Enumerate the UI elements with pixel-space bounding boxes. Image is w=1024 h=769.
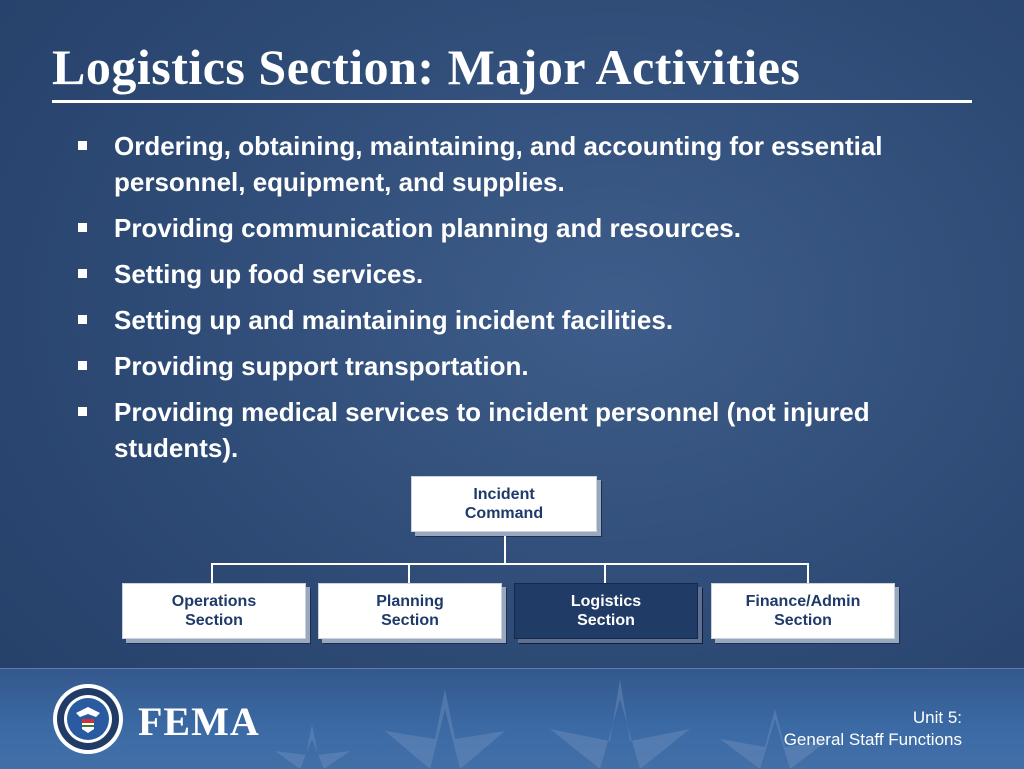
planning-section-box: [318, 583, 502, 639]
box-label-line1: Logistics: [570, 593, 642, 610]
incident-command-box: [411, 476, 597, 532]
box-label-line2: Command: [464, 505, 544, 522]
square-bullet-icon: [78, 315, 87, 324]
connector-drop: [408, 563, 410, 583]
square-bullet-icon: [78, 141, 87, 150]
operations-section-box: [122, 583, 306, 639]
bullet-text: Setting up and maintaining incident facilities.: [114, 305, 674, 335]
square-bullet-icon: [78, 361, 87, 370]
dhs-seal-icon: [52, 683, 124, 755]
connector-horizontal: [211, 563, 809, 565]
connector-drop: [211, 563, 213, 583]
box-label-line1: Incident: [473, 486, 535, 503]
bullet-item: [70, 256, 1000, 292]
finance-admin-section-box: [711, 583, 895, 639]
bullet-item: [70, 210, 1000, 246]
fema-logo-text: FEMA: [138, 699, 260, 744]
box-label-line2: Section: [774, 612, 832, 629]
bullet-text: Providing support transportation.: [114, 351, 529, 381]
bullet-item: [70, 302, 1000, 338]
square-bullet-icon: [78, 223, 87, 232]
box-label-line1: Planning: [376, 593, 444, 610]
connector-vertical: [504, 536, 506, 564]
box-label-line2: Section: [185, 612, 243, 629]
footer-bar: [0, 668, 1024, 769]
bullet-text: Ordering, obtaining, maintaining, and accounting for essential personnel, equipment, and supplies.: [114, 131, 883, 197]
unit-title: General Staff Functions: [783, 730, 962, 749]
title-underline: [52, 100, 972, 103]
slide-title: Logistics Section: Major Activities: [52, 39, 801, 95]
box-label-line2: Section: [381, 612, 439, 629]
box-label-line1: Operations: [171, 593, 257, 610]
bullet-item: [70, 348, 1000, 384]
bullet-text: Setting up food services.: [114, 259, 424, 289]
box-label-line1: Finance/Admin: [745, 593, 861, 610]
unit-number: Unit 5:: [912, 708, 962, 727]
logistics-section-box: [514, 583, 698, 639]
square-bullet-icon: [78, 407, 87, 416]
square-bullet-icon: [78, 269, 87, 278]
bullet-item: [70, 128, 1000, 200]
unit-label: [784, 707, 962, 751]
bullet-text: Providing medical services to incident personnel (not injured students).: [114, 397, 870, 463]
connector-drop: [807, 563, 809, 583]
connector-drop: [604, 563, 606, 583]
box-label-line2: Section: [577, 612, 635, 629]
bullet-item: [70, 394, 1000, 466]
bullet-text: Providing communication planning and resources.: [114, 213, 741, 243]
bullet-list: [70, 128, 1000, 476]
